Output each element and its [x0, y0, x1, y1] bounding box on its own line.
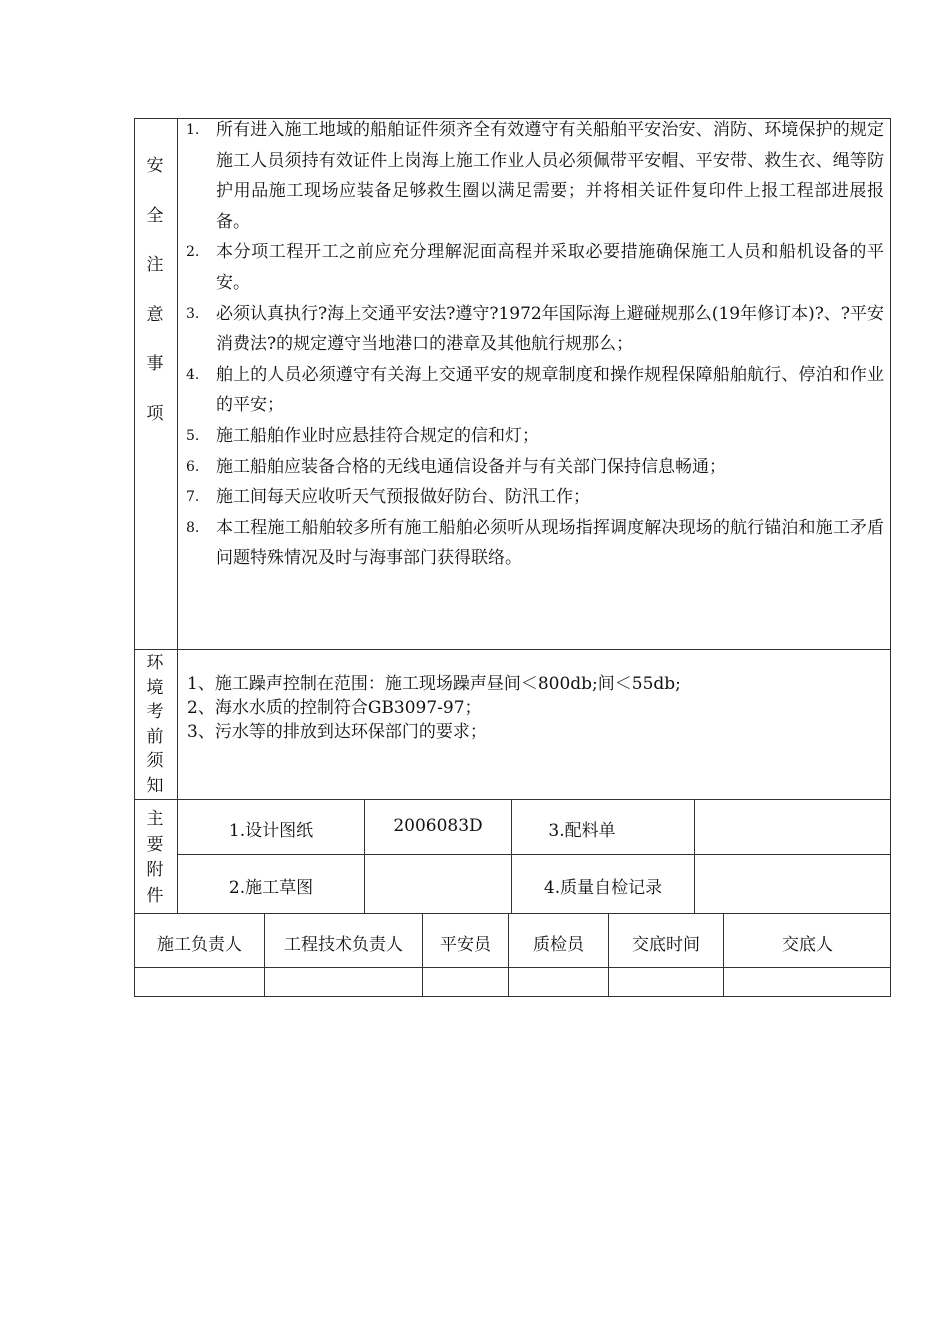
row-divider-sign-inner: [134, 967, 891, 968]
item-text: 舶上的人员必须遵守有关海上交通平安的规章制度和操作规程保障船舶航行、停泊和作业的平安；: [216, 364, 884, 416]
label-char: 件: [146, 885, 164, 906]
label-char: 意: [146, 304, 164, 325]
item-number: 5.: [186, 427, 200, 444]
label-char: 全: [146, 205, 164, 226]
safety-item: [186, 115, 884, 237]
label-char: 安: [146, 156, 164, 176]
item-number: 7.: [186, 489, 200, 506]
item-text: 施工间每天应收听天气预报做好防台、防汛工作；: [216, 487, 590, 508]
label-char: 环: [146, 653, 164, 673]
signature-value[interactable]: [423, 972, 508, 994]
row-divider-env-attach: [134, 799, 891, 800]
signature-header: 工程技术负责人: [284, 935, 403, 955]
safety-item: [186, 360, 884, 421]
environment-line: 3、污水等的排放到达环保部门的要求；: [187, 722, 487, 742]
signature-value[interactable]: [265, 972, 422, 994]
environment-line: 1、施工躁声控制在范围：施工现场躁声昼间＜800db;间＜55db;: [187, 674, 681, 694]
label-char: 事: [146, 354, 164, 374]
item-text: 施工船舶应装备合格的无线电通信设备并与有关部门保持信息畅通；: [216, 456, 726, 477]
safety-items-list: [186, 115, 884, 574]
label-char: 注: [146, 255, 164, 275]
item-number: 8.: [186, 519, 200, 536]
signature-value[interactable]: [135, 972, 264, 994]
item-text: 施工船舶作业时应悬挂符合规定的信和灯；: [216, 425, 539, 446]
attachment-cell: 2006083D: [393, 816, 483, 836]
signature-value[interactable]: [609, 972, 723, 994]
safety-item: [186, 513, 884, 574]
item-text: 本工程施工船舶较多所有施工船舶必须听从现场指挥调度解决现场的航行锚泊和施工矛盾问题特殊情况及时与海事部门获得联络。: [216, 517, 884, 569]
label-char: 考: [146, 702, 164, 722]
attachment-cell: 3.配料单: [548, 821, 616, 841]
signature-value[interactable]: [509, 972, 608, 994]
environment-notes: [187, 672, 877, 744]
row-divider-attach-inner: [177, 854, 891, 855]
row-divider-safety-env: [134, 649, 891, 650]
attachments-section-label: [135, 807, 175, 909]
label-char: 主: [146, 809, 164, 829]
item-text: 必须认真执行?海上交通平安法?遵守?1972年国际海上避碰规那么(19年修订本)?、?平安消费法?的规定遵守当地港口的港章及其他航行规那么；: [216, 303, 884, 355]
item-number: 4.: [186, 366, 200, 383]
row-divider-attach-sign: [134, 913, 891, 914]
attachment-cell: 2.施工草图: [228, 878, 314, 898]
item-number: 2.: [186, 244, 200, 261]
label-char: 前: [146, 726, 164, 747]
attachment-cell: 4.质量自检记录: [543, 878, 663, 898]
signature-header: 交底时间: [632, 935, 700, 955]
safety-item: [186, 452, 884, 483]
attachment-cell: 1.设计图纸: [228, 821, 314, 841]
item-number: 6.: [186, 458, 200, 475]
label-char: 须: [146, 751, 164, 771]
label-char: 附: [146, 860, 164, 880]
label-char: 要: [146, 834, 164, 855]
attach-col-divider-3: [694, 799, 695, 913]
safety-item: [186, 237, 884, 298]
signature-header: 平安员: [440, 935, 491, 955]
signature-value[interactable]: [724, 972, 891, 994]
item-number: 3.: [186, 305, 200, 322]
safety-item: [186, 482, 884, 513]
safety-section-label: [135, 142, 175, 439]
signature-header: 质检员: [533, 935, 584, 955]
signature-header: 施工负责人: [157, 935, 242, 955]
environment-line: 2、海水水质的控制符合GB3097-97；: [187, 698, 482, 718]
label-char: 项: [146, 403, 164, 424]
item-text: 本分项工程开工之前应充分理解泥面高程并采取必要措施确保施工人员和船机设备的平安。: [216, 242, 884, 293]
label-char: 境: [146, 677, 164, 698]
safety-item: [186, 299, 884, 360]
label-column-divider: [177, 118, 178, 913]
safety-item: [186, 421, 884, 452]
environment-section-label: [135, 651, 175, 798]
label-char: 知: [146, 775, 164, 796]
item-text: 所有进入施工地域的船舶证件须齐全有效遵守有关船舶平安治安、消防、环境保护的规定施工人员须持有效证件上岗海上施工作业人员必须佩带平安帽、平安带、救生衣、绳等防护用品施工现场应装备足够救生圈以满足需要；并将相关证件复印件上报工程部进展报备。: [216, 120, 884, 232]
signature-header: 交底人: [782, 935, 833, 955]
item-number: 1.: [186, 122, 200, 138]
